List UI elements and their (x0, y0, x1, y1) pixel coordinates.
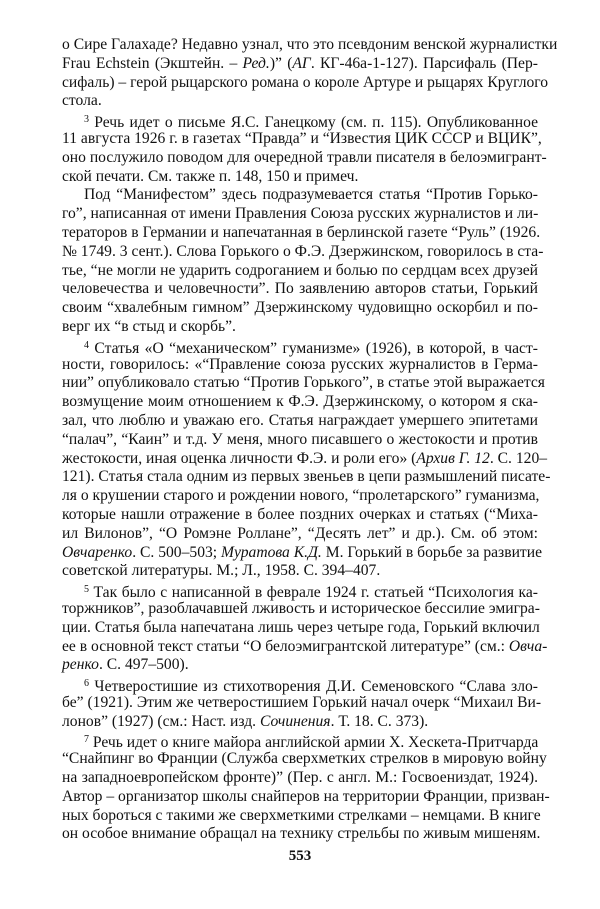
text-segment: ции. Статья была напечатана лишь через четыре года, Горький включил (62, 618, 540, 636)
text-line (62, 318, 538, 337)
footnote-number: 3 (84, 114, 89, 126)
text-segment: тераторов в Германии и напечатанная в берлинской газете “Руль” (1926. (62, 223, 541, 241)
text-line (62, 168, 538, 187)
text-segment: Так было с написанной в феврале 1924 г. статьей “Психология ка- (89, 584, 538, 602)
text-segment: ных бороться с такими же сверхметкими стрелками – немцами. В книге (62, 806, 541, 824)
text-line (62, 412, 538, 431)
text-segment: бе” (1921). Этим же четверостишием Горький начал очерк “Михаил Ви- (62, 693, 542, 711)
italic-text: Овча- (508, 637, 548, 655)
text-line (62, 262, 538, 281)
page-number: 553 (288, 848, 312, 864)
text-segment: )” ( (269, 54, 293, 72)
italic-text: Архив Г. 12 (416, 449, 490, 467)
text-segment: стола. (62, 92, 102, 110)
text-line (62, 449, 548, 469)
text-segment: Автор – организатор школы снайперов на территории Франции, призван- (62, 787, 550, 805)
text-segment: ил Вилонов”, “О Ромэне Роллане”, “Десять лет” и др.). См. об этом: (62, 524, 538, 542)
text-line (62, 55, 538, 74)
text-segment: верг их “в стыд и скорбь”. (62, 317, 236, 335)
text-segment: Речь идет о письме Я.С. Ганецкому (см. п. 115). Опубликованное (89, 114, 538, 132)
text-segment: го”, написанная от имени Правления Союза русских журналистов и ли- (62, 205, 539, 223)
text-segment: Речь идет о книге майора английской армии Х. Хескета-Притчарда (89, 734, 539, 752)
text-segment: М. Горький в борьбе за развитие (321, 543, 542, 561)
text-segment: жестокости, иная оценка личности Ф.Э. и роли его» ( (62, 449, 417, 467)
text-segment: Под “Манифестом” здесь подразумевается статья “Против Горько- (84, 186, 538, 204)
text-segment: ее в основной текст статьи “О белоэмигрантской литературе” (см.: (62, 637, 509, 655)
text-segment: зал, что люблю и уважаю его. Статья награждает умершего эпитетами (62, 411, 538, 429)
text-segment: тье, “не могли не ударить содроганием и болью по сердцам всех друзей (62, 261, 538, 279)
text-segment: . Т. 18. С. 373). (330, 712, 429, 730)
text-line (62, 129, 542, 149)
text-segment: . С. 497–500). (98, 656, 189, 674)
text-segment: . КГ-46а-1-127). Парсифаль (Пер- (310, 54, 538, 72)
text-segment: ской печати. См. также п. 148, 150 и примеч. (62, 167, 359, 185)
text-segment: возмущение моим отношением к Ф.Э. Дзержинскому, о котором я ска- (62, 393, 538, 411)
text-line (62, 337, 538, 356)
text-segment: “палач”, “Каин” и т.д. У меня, много писавшего о жестокости и против (62, 430, 538, 448)
italic-text: АГ (292, 54, 311, 72)
text-line (62, 750, 547, 769)
text-line (62, 111, 538, 130)
text-line (62, 148, 547, 168)
text-segment: человечества и человечности”. По заявлению авторов статьи, Горький (62, 280, 538, 298)
text-segment: ля о крушении старого и рождении нового, “пролетарского” гуманизма, (62, 487, 540, 505)
text-line (62, 825, 541, 844)
italic-text: Овчаренко (62, 543, 133, 561)
text-segment: 11 августа 1926 г. в газетах “Правда” и “Известия ЦИК СССР и ВЦИК”, (62, 129, 542, 147)
text-line (62, 562, 538, 581)
text-line (62, 693, 542, 713)
italic-text: Муратова К.Д. (221, 543, 322, 561)
text-line (62, 806, 541, 826)
text-segment: своим “хвалебным гимном” Дзержинскому чудовищно оскорбил и по- (62, 299, 538, 317)
italic-text: Сочинения (259, 712, 331, 730)
footnote-number: 4 (84, 339, 89, 351)
text-segment: оно послужило поводом для очередной травли писателя в белоэмигрант- (62, 148, 547, 166)
text-segment: о Сире Галахаде? Недавно узнал, что это псевдоним венской журналистки (62, 36, 558, 53)
text-line (62, 468, 551, 487)
text-line (62, 787, 550, 807)
text-line (62, 581, 538, 600)
text-line (62, 431, 538, 450)
text-line (62, 600, 538, 619)
text-segment: ности, говорилось: «“Правление союза русских журналистов в Герма- (62, 355, 538, 373)
footnote-number: 7 (84, 734, 89, 746)
text-line (62, 92, 538, 111)
text-segment: он особое внимание обращал на технику стрельбы по живым мишеням. (62, 825, 541, 843)
text-segment: лонов” (1927) (см.: Наст. изд. (62, 712, 260, 730)
text-segment: которые нашли отражение в более поздних очерках и статьях (“Миха- (62, 505, 538, 523)
text-line (62, 299, 538, 318)
text-line (62, 543, 542, 563)
text-line (62, 637, 548, 657)
text-segment: нии” опубликовало статью “Против Горького”, в статье этой выражается (62, 374, 545, 392)
text-line (62, 525, 538, 544)
text-segment: торжников”, разоблачавшей лживость и историческое бессилие эмигра- (62, 599, 540, 617)
text-line (62, 731, 538, 750)
text-line (62, 619, 538, 638)
text-line (62, 73, 549, 93)
text-segment: . С. 120– (489, 449, 548, 467)
text-line (62, 769, 538, 788)
text-line (62, 656, 538, 675)
text-line (62, 675, 538, 694)
italic-text: Ред. (242, 54, 270, 72)
text-line (62, 186, 538, 205)
text-segment: Статья «О “механическом” гуманизме» (1926), в которой, в част- (89, 339, 538, 357)
footnotes-body (62, 36, 558, 844)
text-line (62, 280, 538, 299)
text-segment: Frau Echstein (Экштейн. – (62, 54, 243, 72)
text-line (62, 223, 541, 243)
text-line (62, 393, 538, 412)
text-line (62, 36, 558, 55)
italic-text: ренко (62, 656, 99, 674)
text-segment: на западноевропейском фронте)” (Пер. с англ. М.: Госвоениздат, 1924). (62, 769, 538, 787)
text-line (62, 374, 545, 393)
text-segment: № 1749. 3 сент.). Слова Горького о Ф.Э. Дзержинском, говорилось в ста- (62, 242, 544, 260)
text-line (62, 487, 538, 506)
footnote-number: 6 (84, 678, 89, 690)
text-segment: 121). Статья стала одним из первых звеньев в цепи размышлений писате- (62, 468, 551, 486)
text-line (62, 356, 538, 375)
text-line (62, 205, 538, 224)
text-line (62, 242, 544, 262)
text-segment: . С. 500–503; (132, 543, 222, 561)
text-line (62, 713, 538, 732)
text-line (62, 506, 538, 525)
text-segment: Четверостишие из стихотворения Д.И. Семеновского “Слава зло- (89, 678, 538, 696)
text-segment: “Снайпинг во Франции (Служба сверхметких стрелков в мировую войну (62, 750, 547, 768)
footnote-number: 5 (84, 584, 89, 596)
text-segment: советской литературы. М.; Л., 1958. С. 394–407. (62, 562, 381, 580)
text-segment: сифаль) – герой рыцарского романа о короле Артуре и рыцарях Круглого (62, 73, 549, 91)
